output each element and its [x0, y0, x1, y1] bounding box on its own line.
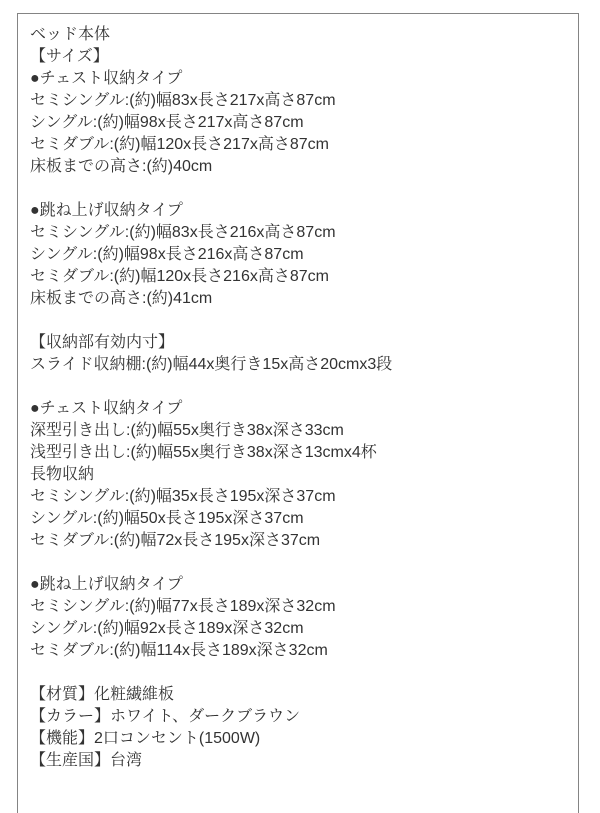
spec-line: セミダブル:(約)幅120x長さ216x高さ87cm: [30, 268, 329, 285]
spec-line: 浅型引き出し:(約)幅55x奥行き38x深さ13cmx4杯: [30, 444, 377, 461]
spec-line: ベッド本体: [30, 26, 111, 43]
spec-line: セミダブル:(約)幅120x長さ217x高さ87cm: [30, 136, 329, 153]
spec-line: スライド収納棚:(約)幅44x奥行き15x高さ20cmx3段: [30, 356, 393, 373]
spec-group-size-liftup-type: [30, 200, 568, 310]
product-spec-panel: [17, 13, 579, 813]
spec-line: ●チェスト収納タイプ: [30, 400, 183, 417]
spec-line: シングル:(約)幅98x長さ216x高さ87cm: [30, 246, 304, 263]
spec-line: ●跳ね上げ収納タイプ: [30, 202, 183, 219]
spec-line: シングル:(約)幅92x長さ189x深さ32cm: [30, 620, 304, 637]
spec-line: 深型引き出し:(約)幅55x奥行き38x深さ33cm: [30, 422, 344, 439]
spec-line: セミシングル:(約)幅35x長さ195x深さ37cm: [30, 488, 336, 505]
spec-line: セミシングル:(約)幅83x長さ217x高さ87cm: [30, 92, 336, 109]
spec-group-inner-liftup-type: [30, 574, 568, 662]
spec-group-footer-specs: [30, 684, 568, 772]
spec-line: 【機能】2口コンセント(1500W): [30, 730, 261, 747]
spec-line: 【カラー】ホワイト、ダークブラウン: [30, 708, 301, 725]
spec-line: 【生産国】台湾: [30, 752, 143, 769]
spec-group-storage-inner-dimensions: [30, 332, 568, 376]
spec-line: セミダブル:(約)幅114x長さ189x深さ32cm: [30, 642, 328, 659]
spec-line: シングル:(約)幅50x長さ195x深さ37cm: [30, 510, 304, 527]
spec-line: 【収納部有効内寸】: [30, 334, 175, 351]
spec-line: ●チェスト収納タイプ: [30, 70, 183, 87]
spec-group-size-chest-type: [30, 24, 568, 178]
spec-line: セミシングル:(約)幅83x長さ216x高さ87cm: [30, 224, 336, 241]
spec-line: 【サイズ】: [30, 48, 109, 65]
spec-line: セミシングル:(約)幅77x長さ189x深さ32cm: [30, 598, 336, 615]
spec-line: シングル:(約)幅98x長さ217x高さ87cm: [30, 114, 304, 131]
spec-line: セミダブル:(約)幅72x長さ195x深さ37cm: [30, 532, 321, 549]
spec-line: 【材質】化粧繊維板: [30, 686, 175, 703]
spec-group-inner-chest-type: [30, 398, 568, 552]
spec-line: 床板までの高さ:(約)40cm: [30, 158, 213, 175]
spec-line: 床板までの高さ:(約)41cm: [30, 290, 213, 307]
spec-line: ●跳ね上げ収納タイプ: [30, 576, 183, 593]
spec-line: 長物収納: [30, 466, 95, 483]
spec-groups: [30, 24, 568, 772]
